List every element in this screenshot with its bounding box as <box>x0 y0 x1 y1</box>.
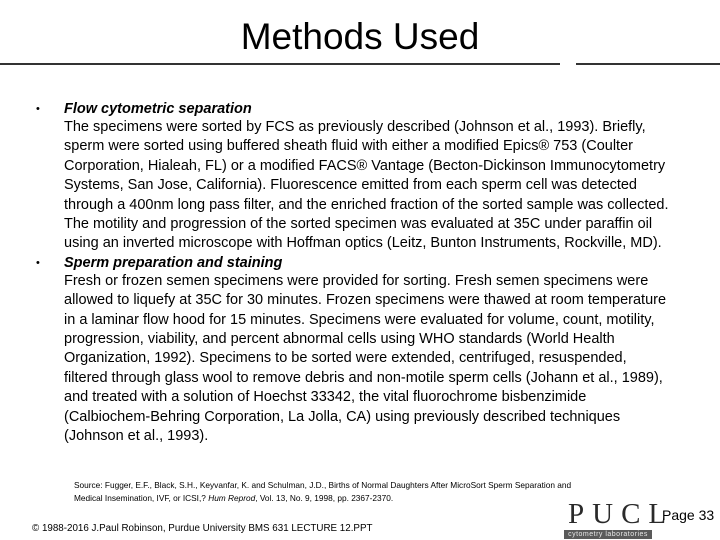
bullet-heading: Sperm preparation and staining <box>64 254 283 271</box>
logo-main-text: PUCL <box>568 498 675 530</box>
pucl-logo <box>562 498 675 540</box>
bullet-heading: Flow cytometric separation <box>64 101 252 117</box>
bullet-sperm-preparation <box>0 254 674 447</box>
bullet-text: The specimens were sorted by FCS as previously described (Johnson et al., 1993). Briefly, sperm were sorted using buffered sheath fluid with either a modified Epics® 753 (Coulter Corporation, Hialeah, FL) or a modified FACS® Vantage (Becton-Dickinson Immunocytometry Systems, San Jose, California). Fluorescence emitted from each sperm cell was detected through a 400nm long pass filter, and the enriched fraction of the sorted sample was collected. The motility and progression of the sorted specimen was evaluated at 35C under paraffin oil using an inverted microscope with Hoffman optics (Leitz, Bunton Instruments, Rockville, MD). <box>64 119 669 252</box>
source-citation <box>74 479 594 504</box>
bullet-text: Fresh or frozen semen specimens were provided for sorting. Fresh semen specimens were allowed to liquefy at 35C for 30 minutes. Frozen specimens were thawed at room temperature in a laminar flow hood for 15 minutes. Specimens were evaluated for volume, count, motility, progression, viability, and percent abnormal cells using WHO standards (World Health Organization, 1992). Specimens to be sorted were extended, centrifuged, resuspended, filtered through glass wool to remove debris and non-motile sperm cells (Johann et al., 1989), and treated with a solution of Hoechst 33342, the vital fluorochrome bisbenzimide (Calbiochem-Behring Corporation, La Jolla, CA) using previously described techniques (Johnson et al., 1993). <box>64 272 667 445</box>
page-number: Page 33 <box>662 507 715 523</box>
source-journal: Hum Reprod <box>208 492 256 503</box>
slide-content <box>0 100 720 447</box>
title-rule-left <box>0 63 560 65</box>
source-suffix: , Vol. 13, No. 9, 1998, pp. 2367-2370. <box>255 492 394 503</box>
copyright-footer: © 1988-2016 J.Paul Robinson, Purdue University BMS 631 LECTURE 12.PPT <box>32 523 373 534</box>
title-rule-right <box>576 63 720 65</box>
source-prefix: Source: Fugger, E.F., Black, S.H., Keyvanfar, K. and Schulman, J.D., Births of Normal Daughters After MicroSort Sperm Separation and Medical Insemination, IVF, or ICSI,? <box>74 480 572 503</box>
slide-title: Methods Used <box>240 16 480 57</box>
bullet-marker: • <box>36 256 40 269</box>
logo-tagline: cytometry laboratories <box>564 530 652 539</box>
bullet-marker: • <box>36 103 40 115</box>
bullet-flow-cytometric-separation <box>0 100 674 254</box>
